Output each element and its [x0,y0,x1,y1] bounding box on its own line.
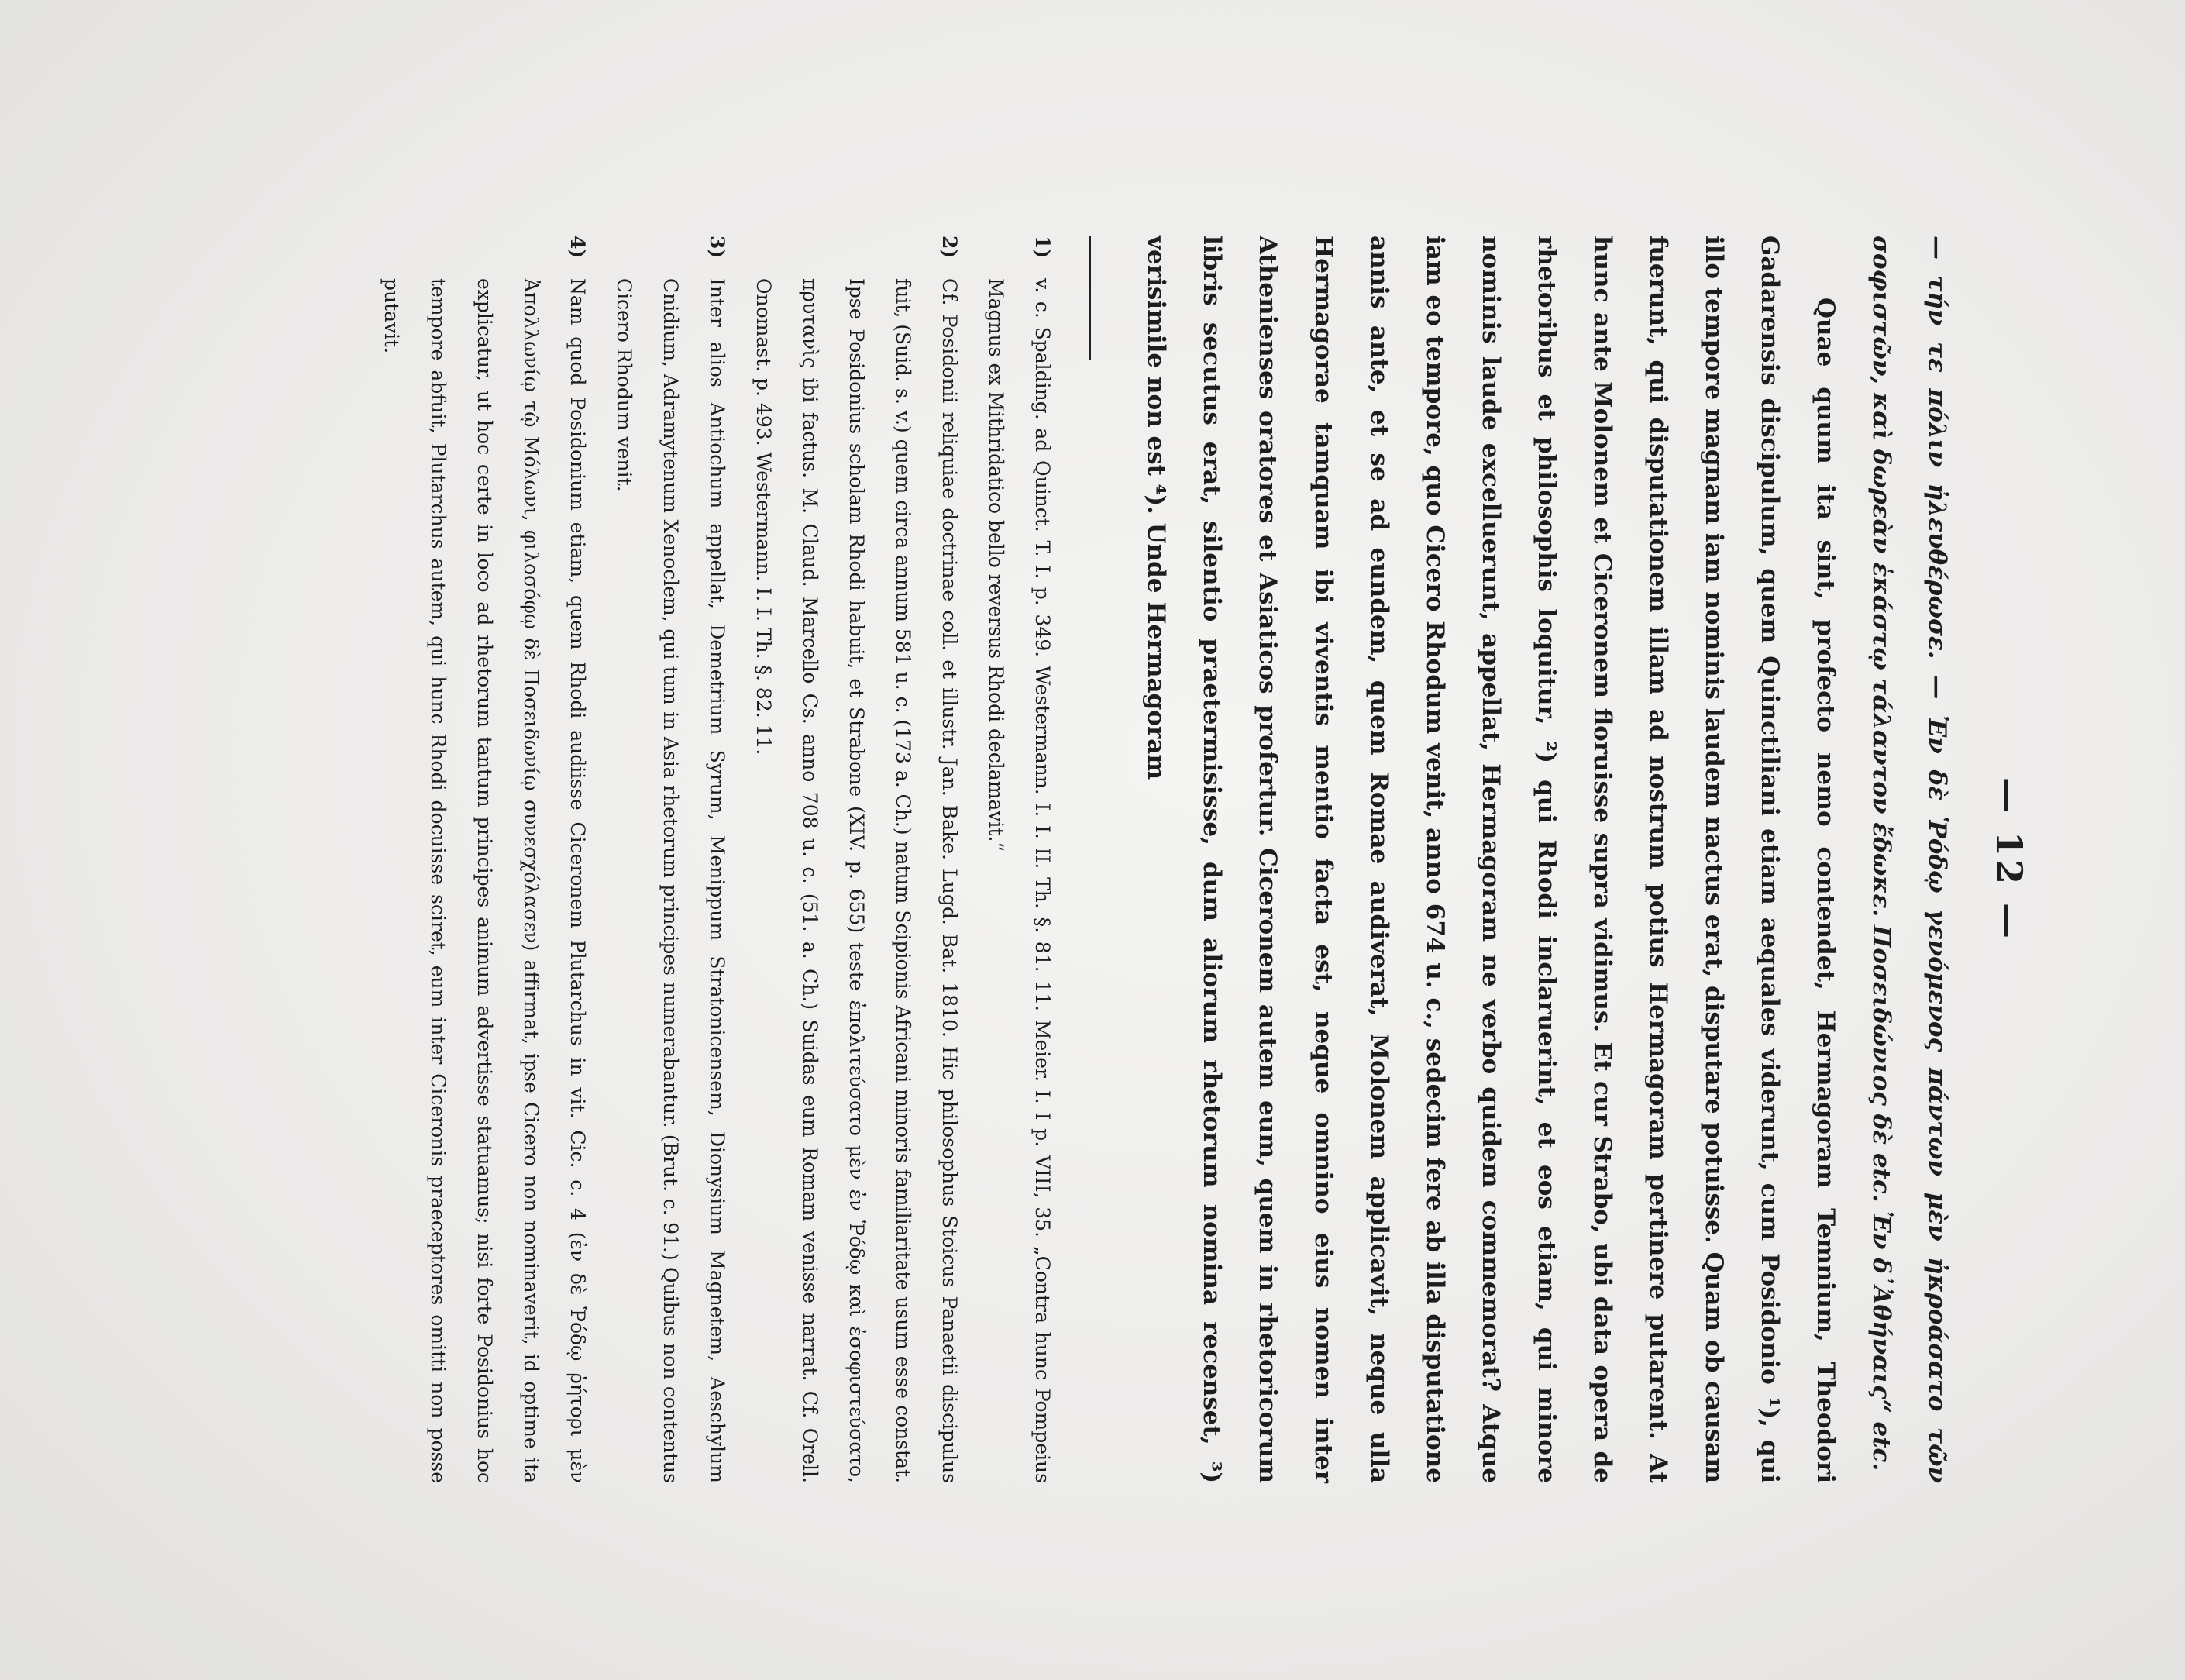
greek-quotation: — τήν τε πόλιν ἠλευθέρωσε. — Ἐν δὲ Ῥόδῳ γενόμενος πάντων μὲν ἠκροάσατο τῶν σοφιστῶν, καὶ δωρεὰν ἑκάστῳ τάλαντον ἔδωκε. Ποσειδώνιος δὲ etc. Ἐν δ᾿Ἀθήναις“ etc. [1867,236,1951,1483]
footnote-number: 4) [566,236,589,259]
footnote-text: Cf. Posidonii reliquiae doctrinae coll. et illustr. Jan. Bake. Lugd. Bat. 1810. Hic philosophus Stoicus Panaetii discipulus fuit, (Suid. s. v.) quem circa annum 581 u. c. (173 a. Ch.) natum Scipionis Africani minoris familiaritate usum esse constat. Ipse Posidonius scholam Rhodi habuit, et Strabone (XIV. p. 655) teste ἐπολιτεύσατο μὲν ἐν Ῥόδῳ καὶ ἐσοφιστεύσατο, πρυτανὶς ibi factus. M. Claud. Marcello Cs. anno 708 u. c. (51. a. Ch.) Suidas eum Romam venisse narrat. Cf. Orell. Onomast. p. 493. Westermann. I. I. Th. §. 82. 11. [752,278,961,1483]
footnote-number: 1) [1031,236,1054,259]
footnote-4 [368,236,600,1483]
footnote-divider [1089,236,1091,360]
book-page [101,135,2084,1545]
footnote-text: Inter alios Antiochum appellat, Demetrium Syrum, Menippum Stratonicensem, Dionysium Magnetem, Aeschylum Cnidium, Adramytenum Xenoclem, qui tum in Asia rhetorum principes numerabantur. (Brut. c. 91.) Quibus non contentus Cicero Rhodum venit. [613,278,728,1483]
main-text [1128,236,1965,1483]
footnotes [368,236,1065,1483]
page-number-header: — 12 — [1988,776,2030,942]
body-paragraph: Quae quum ita sint, profecto nemo contendet, Hermagoram Temnium, Theodori Gadarensis discipulum, quem Quinctiliani etiam aequales viderunt, cum Posidonio ¹), qui illo tempore magnam iam nominis laudem nactus erat, disputare potuisse. Quam ob causam fuerunt, qui disputationem illam ad nostrum potius Hermagoram pertinere putarent. At hunc ante Molonem et Ciceronem floruisse supra vidimus. Et cur Strabo, ubi data opera de rhetoribus et philosophis loquitur, ²) qui Rhodi inclaruerint, et eos etiam, qui minore nominis laude excelluerunt, appellat, Hermagoram ne verbo quidem commemorat? Atque iam eo tempore, quo Cicero Rhodum venit, anno 674 u. c., sedecim fere ab illa disputatione annis ante, et se ad eundem, quem Romae audiverat, Molonem applicavit, neque ulla Hermagorae tamquam ibi viventis mentio facta est, neque omnino eius nomen inter Athenienses oratores et Asiaticos profertur. Ciceronem autem eum, quem in rhetoricorum libris secutus erat, silentio praetermisisse, dum aliorum rhetorum nomina recenset, ³) verisimile non est ⁴). Unde Hermagoram [1142,236,1839,1483]
footnote-3 [600,236,740,1483]
page-content [368,236,2030,1483]
footnote-2 [740,236,972,1483]
footnote-number: 2) [938,236,961,259]
footnote-number: 3) [706,236,728,259]
footnote-text: Nam quod Posidonium etiam, quem Rhodi audiisse Ciceronem Plutarchus in vit. Cic. c. 4 (ἐν δὲ Ῥόδῳ ῥήτορι μὲν Ἀπολλωνίῳ τῷ Μόλωνι, φιλοσόφῳ δὲ Ποσειδωνίῳ συνεσχόλασεν) affirmat, ipse Cicero non nominaverit, id optime ita explicatur, ut hoc certe in loco ad rhetorum tantum principes animum advertisse statuamus; nisi forte Posidonius hoc tempore abfuit, Plutarchus autem, qui hunc Rhodi docuisse sciret, eum inter Ciceronis praeceptores omitti non posse putavit. [380,278,589,1483]
footnote-text: v. c. Spalding. ad Quinct. T. I. p. 349. Westermann. I. I. II. Th. §. 81. 11. Meier. I. I p. VIII, 35. „Contra hunc Pompeius Magnus ex Mithridatico bello reversus Rhodi declamavit.“ [985,278,1054,1483]
footnote-1 [972,236,1065,1483]
